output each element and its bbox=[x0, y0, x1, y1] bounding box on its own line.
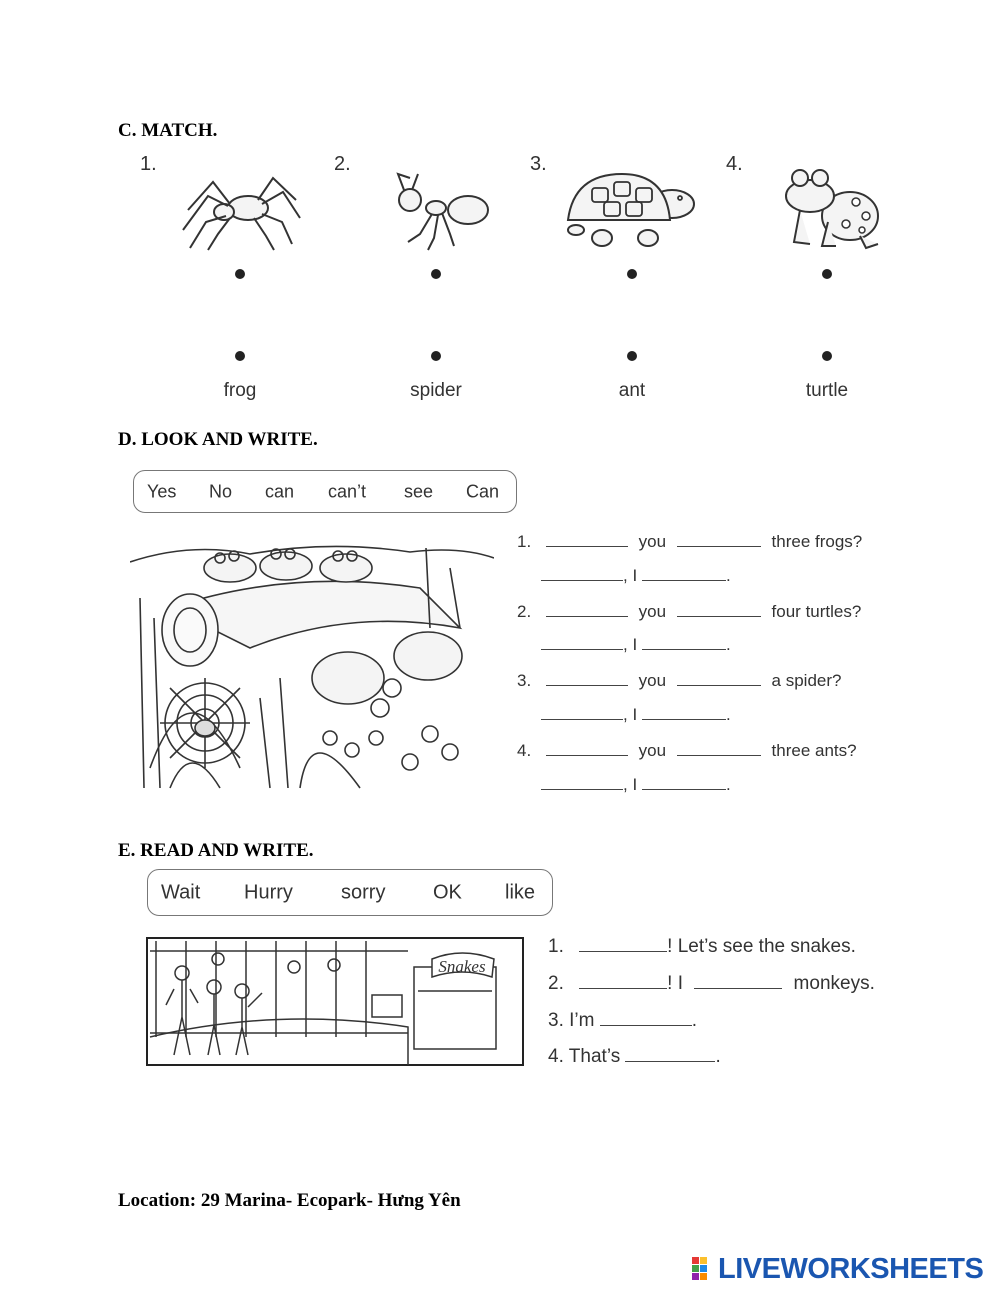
snakes-sign-text: Snakes bbox=[438, 957, 486, 976]
question-number: 3. bbox=[517, 671, 532, 690]
word-bank-d-item: see bbox=[404, 481, 434, 501]
sentence-e-1 bbox=[548, 936, 856, 958]
word-bank-d bbox=[133, 470, 517, 513]
zoo-scene-picture bbox=[146, 937, 524, 1066]
sentence-text: ! Let’s see the snakes. bbox=[667, 936, 856, 957]
answer-text: I bbox=[632, 705, 638, 724]
liveworksheets-logo-icon bbox=[692, 1257, 716, 1281]
sentence-text: ! I bbox=[667, 973, 683, 994]
answer-blank[interactable] bbox=[546, 602, 628, 617]
answer-text: , bbox=[623, 705, 628, 724]
question-text: you bbox=[638, 671, 667, 690]
question-text: you bbox=[638, 532, 667, 551]
answer-d-3 bbox=[541, 705, 731, 725]
match-dot-bottom-2[interactable] bbox=[431, 351, 441, 361]
match-word-3: ant bbox=[618, 380, 646, 401]
question-text: a spider? bbox=[771, 671, 842, 690]
answer-blank[interactable] bbox=[642, 566, 726, 581]
answer-blank[interactable] bbox=[677, 741, 761, 756]
match-number-3: 3. bbox=[530, 153, 547, 175]
answer-d-1 bbox=[541, 566, 731, 586]
answer-text: . bbox=[725, 635, 731, 654]
sentence-number: 2. bbox=[548, 973, 564, 994]
answer-text: , bbox=[623, 635, 628, 654]
pond-scene-picture bbox=[130, 538, 494, 792]
word-bank-d-item: can bbox=[265, 481, 295, 501]
question-text: you bbox=[638, 741, 667, 760]
answer-blank[interactable] bbox=[546, 741, 628, 756]
answer-blank[interactable] bbox=[546, 671, 628, 686]
question-text: three ants? bbox=[771, 741, 857, 760]
match-dot-top-1[interactable] bbox=[235, 269, 245, 279]
answer-blank[interactable] bbox=[579, 974, 667, 989]
answer-blank[interactable] bbox=[600, 1011, 692, 1026]
question-text: four turtles? bbox=[771, 602, 862, 621]
answer-blank[interactable] bbox=[541, 566, 623, 581]
sentence-text: . bbox=[715, 1046, 721, 1067]
turtle-picture bbox=[562, 168, 702, 252]
question-number: 1. bbox=[517, 532, 532, 551]
answer-d-4 bbox=[541, 775, 731, 795]
word-bank-e-item: sorry bbox=[341, 881, 386, 903]
sentence-text: monkeys. bbox=[793, 973, 875, 994]
match-dot-bottom-1[interactable] bbox=[235, 351, 245, 361]
answer-blank[interactable] bbox=[642, 635, 726, 650]
question-text: three frogs? bbox=[771, 532, 863, 551]
match-dot-bottom-3[interactable] bbox=[627, 351, 637, 361]
ant-picture bbox=[384, 170, 494, 252]
answer-blank[interactable] bbox=[541, 635, 623, 650]
sentence-number: 1. bbox=[548, 936, 564, 957]
liveworksheets-logo-text: LIVEWORKSHEETS bbox=[718, 1252, 984, 1285]
question-d-4 bbox=[517, 741, 857, 761]
answer-blank[interactable] bbox=[541, 775, 623, 790]
word-bank-e-item: OK bbox=[433, 881, 462, 903]
answer-blank[interactable] bbox=[541, 705, 623, 720]
sentence-text: I’m bbox=[569, 1010, 595, 1031]
answer-blank[interactable] bbox=[579, 937, 667, 952]
answer-blank[interactable] bbox=[677, 532, 761, 547]
spider-picture bbox=[178, 170, 304, 254]
sentence-e-3 bbox=[548, 1010, 697, 1032]
answer-blank[interactable] bbox=[677, 671, 761, 686]
match-number-1: 1. bbox=[140, 153, 157, 175]
word-bank-e-item: Wait bbox=[161, 881, 201, 903]
answer-blank[interactable] bbox=[677, 602, 761, 617]
answer-blank[interactable] bbox=[642, 775, 726, 790]
sentence-text: That’s bbox=[568, 1046, 621, 1067]
word-bank-d-item: can’t bbox=[328, 481, 367, 501]
section-e-heading: E. READ AND WRITE. bbox=[118, 840, 314, 861]
answer-text: , bbox=[623, 775, 628, 794]
answer-text: I bbox=[632, 775, 638, 794]
sentence-e-4 bbox=[548, 1046, 721, 1068]
liveworksheets-logo bbox=[692, 1252, 983, 1286]
answer-d-2 bbox=[541, 635, 731, 655]
location-footer: Location: 29 Marina- Ecopark- Hưng Yên bbox=[118, 1190, 461, 1211]
match-dot-bottom-4[interactable] bbox=[822, 351, 832, 361]
answer-text: I bbox=[632, 566, 638, 585]
sentence-number: 3. bbox=[548, 1010, 564, 1031]
question-d-3 bbox=[517, 671, 841, 691]
sentence-number: 4. bbox=[548, 1046, 564, 1067]
answer-blank[interactable] bbox=[642, 705, 726, 720]
answer-blank[interactable] bbox=[546, 532, 628, 547]
word-bank-e bbox=[147, 869, 553, 916]
answer-text: I bbox=[632, 635, 638, 654]
match-dot-top-3[interactable] bbox=[627, 269, 637, 279]
section-c-heading: C. MATCH. bbox=[118, 120, 218, 141]
word-bank-d-item: Can bbox=[466, 481, 500, 501]
answer-text: . bbox=[725, 566, 731, 585]
match-number-2: 2. bbox=[334, 153, 351, 175]
question-d-2 bbox=[517, 602, 861, 622]
word-bank-d-item: No bbox=[209, 481, 233, 501]
word-bank-e-item: like bbox=[505, 881, 536, 903]
match-dot-top-4[interactable] bbox=[822, 269, 832, 279]
match-dot-top-2[interactable] bbox=[431, 269, 441, 279]
sentence-e-2 bbox=[548, 973, 875, 995]
question-text: you bbox=[638, 602, 667, 621]
word-bank-d-item: Yes bbox=[147, 481, 177, 501]
section-d-heading: D. LOOK AND WRITE. bbox=[118, 429, 318, 450]
question-d-1 bbox=[517, 532, 862, 552]
sentence-text: . bbox=[691, 1010, 698, 1031]
match-word-1: frog bbox=[223, 380, 257, 401]
question-number: 4. bbox=[517, 741, 532, 760]
answer-blank[interactable] bbox=[694, 974, 782, 989]
word-bank-e-item: Hurry bbox=[244, 881, 293, 903]
question-number: 2. bbox=[517, 602, 532, 621]
answer-text: , bbox=[623, 566, 628, 585]
match-word-4: turtle bbox=[805, 380, 849, 401]
frog-picture bbox=[780, 166, 884, 252]
answer-text: . bbox=[725, 775, 731, 794]
answer-blank[interactable] bbox=[625, 1047, 715, 1062]
match-number-4: 4. bbox=[726, 153, 743, 175]
answer-text: . bbox=[725, 705, 731, 724]
match-word-2: spider bbox=[410, 380, 462, 401]
